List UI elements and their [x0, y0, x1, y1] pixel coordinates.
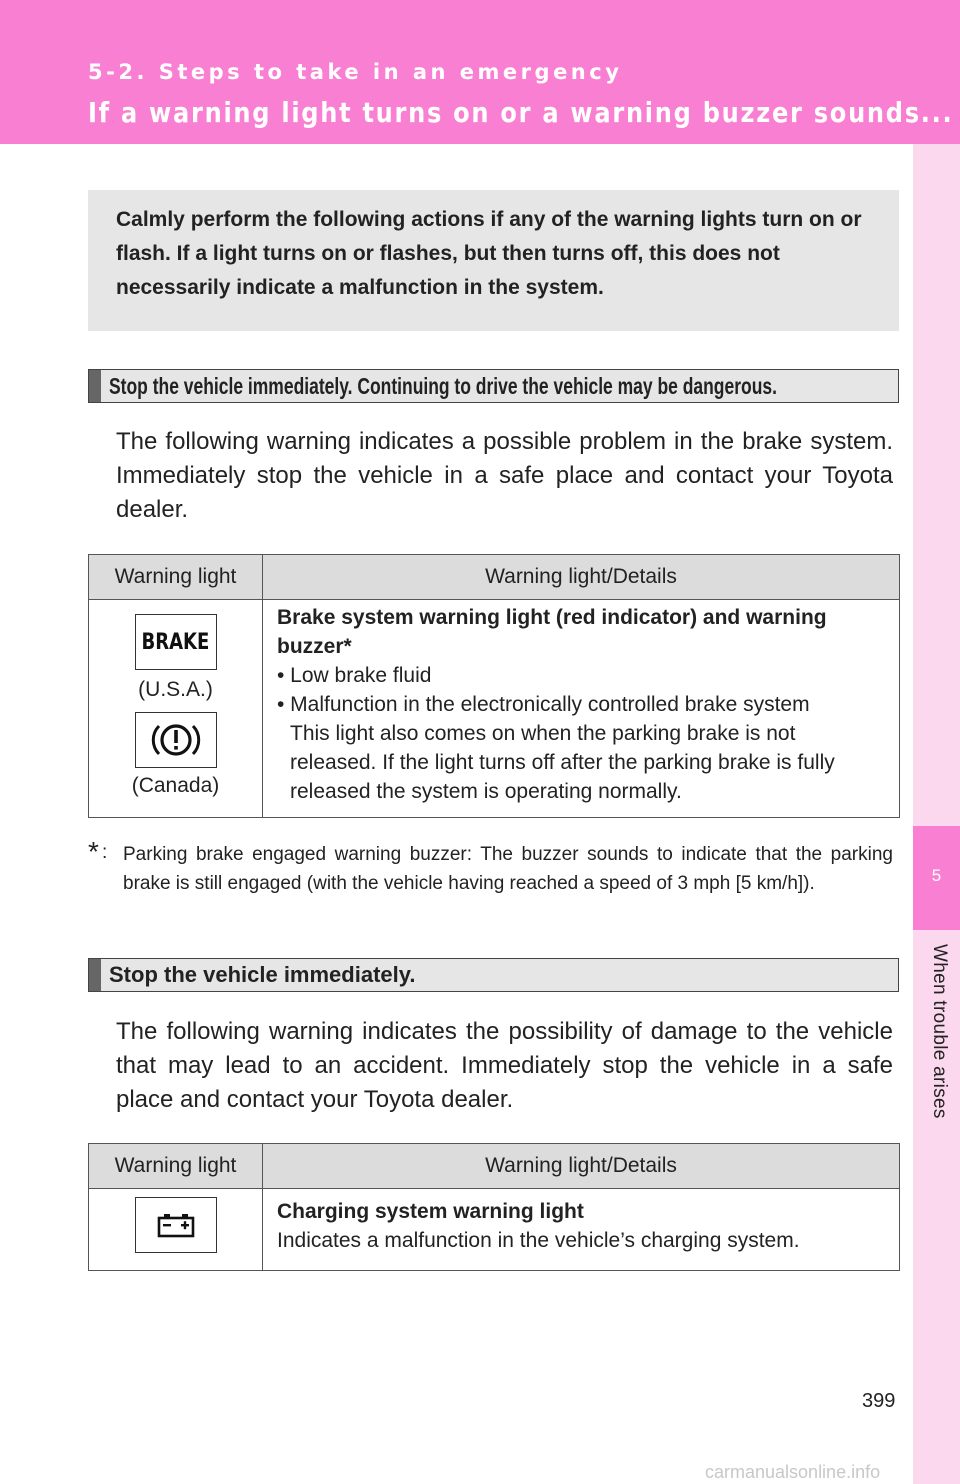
section-body: The following warning indicates the possibility of damage to the vehicle that may lead to an accident. Immediately stop the vehicle in a safe place and contact your Toyota dealer. [116, 1018, 893, 1113]
warning-light-name: Brake system warning light (red indicator) and warning buzzer* [277, 606, 827, 658]
section-heading: Stop the vehicle immediately. Continuing to drive the vehicle may be dangerous. [109, 373, 777, 399]
warning-light-table [88, 554, 900, 818]
table-row [89, 1189, 900, 1271]
warning-light-cell [89, 600, 263, 818]
column-header: Warning light/Details [263, 1144, 900, 1189]
page-number: 399 [862, 1390, 896, 1412]
detail-note: This light also comes on when the parking brake is not released. If the light turns off after the parking brake is fully released the system is operating normally. [290, 722, 835, 803]
detail-text: Indicates a malfunction in the vehicle’s charging system. [277, 1229, 800, 1252]
table-header-row [89, 1144, 900, 1189]
section-heading: Stop the vehicle immediately. [109, 962, 416, 987]
footnote-text: Parking brake engaged warning buzzer: The buzzer sounds to indicate that the parking brake is still engaged (with the vehicle having reached a speed of 3 mph [5 km/h]). [123, 844, 893, 894]
intro-note: Calmly perform the following actions if any of the warning lights turn on or flash. If a light turns on or flashes, but then turns off, this does not necessarily indicate a malfunction in the system. [88, 190, 899, 331]
column-header: Warning light/Details [263, 555, 900, 600]
chapter-label: When trouble arises [929, 944, 950, 1119]
footnote-colon: : [102, 842, 108, 863]
exclamation-circle-icon [135, 712, 217, 768]
footnote [88, 838, 893, 898]
detail-bullet: • Low brake fluid [277, 664, 432, 687]
detail-bullet: • Malfunction in the electronically controlled brake system [277, 693, 810, 716]
warning-light-name: Charging system warning light [277, 1200, 584, 1223]
page-title: If a warning light turns on or a warning buzzer sounds... [88, 96, 954, 129]
page-header [0, 0, 960, 144]
section-body: The following warning indicates a possible problem in the brake system. Immediately stop the vehicle in a safe place and contact your Toyota dealer. [116, 428, 893, 523]
section-subheading: 5-2. Steps to take in an emergency [88, 60, 623, 84]
chapter-number: 5 [931, 866, 942, 885]
watermark: carmanualsonline.info [705, 1462, 881, 1482]
region-label: (Canada) [131, 774, 220, 797]
warning-light-table [88, 1143, 900, 1271]
chapter-side-tab [913, 144, 960, 1484]
section-heading-bar [88, 369, 899, 403]
table-header-row [89, 555, 900, 600]
footnote-marker: * [88, 836, 99, 867]
column-header: Warning light [89, 1144, 263, 1189]
battery-icon [135, 1197, 217, 1253]
section-heading-bar [88, 958, 899, 992]
brake-icon-text: BRAKE [141, 629, 210, 655]
warning-light-cell [89, 1189, 263, 1271]
region-label: (U.S.A.) [138, 678, 213, 701]
column-header: Warning light [89, 555, 263, 600]
warning-detail-cell [263, 600, 900, 818]
warning-detail-cell [263, 1189, 900, 1271]
brake-warning-icon [135, 614, 217, 670]
table-row [89, 600, 900, 818]
